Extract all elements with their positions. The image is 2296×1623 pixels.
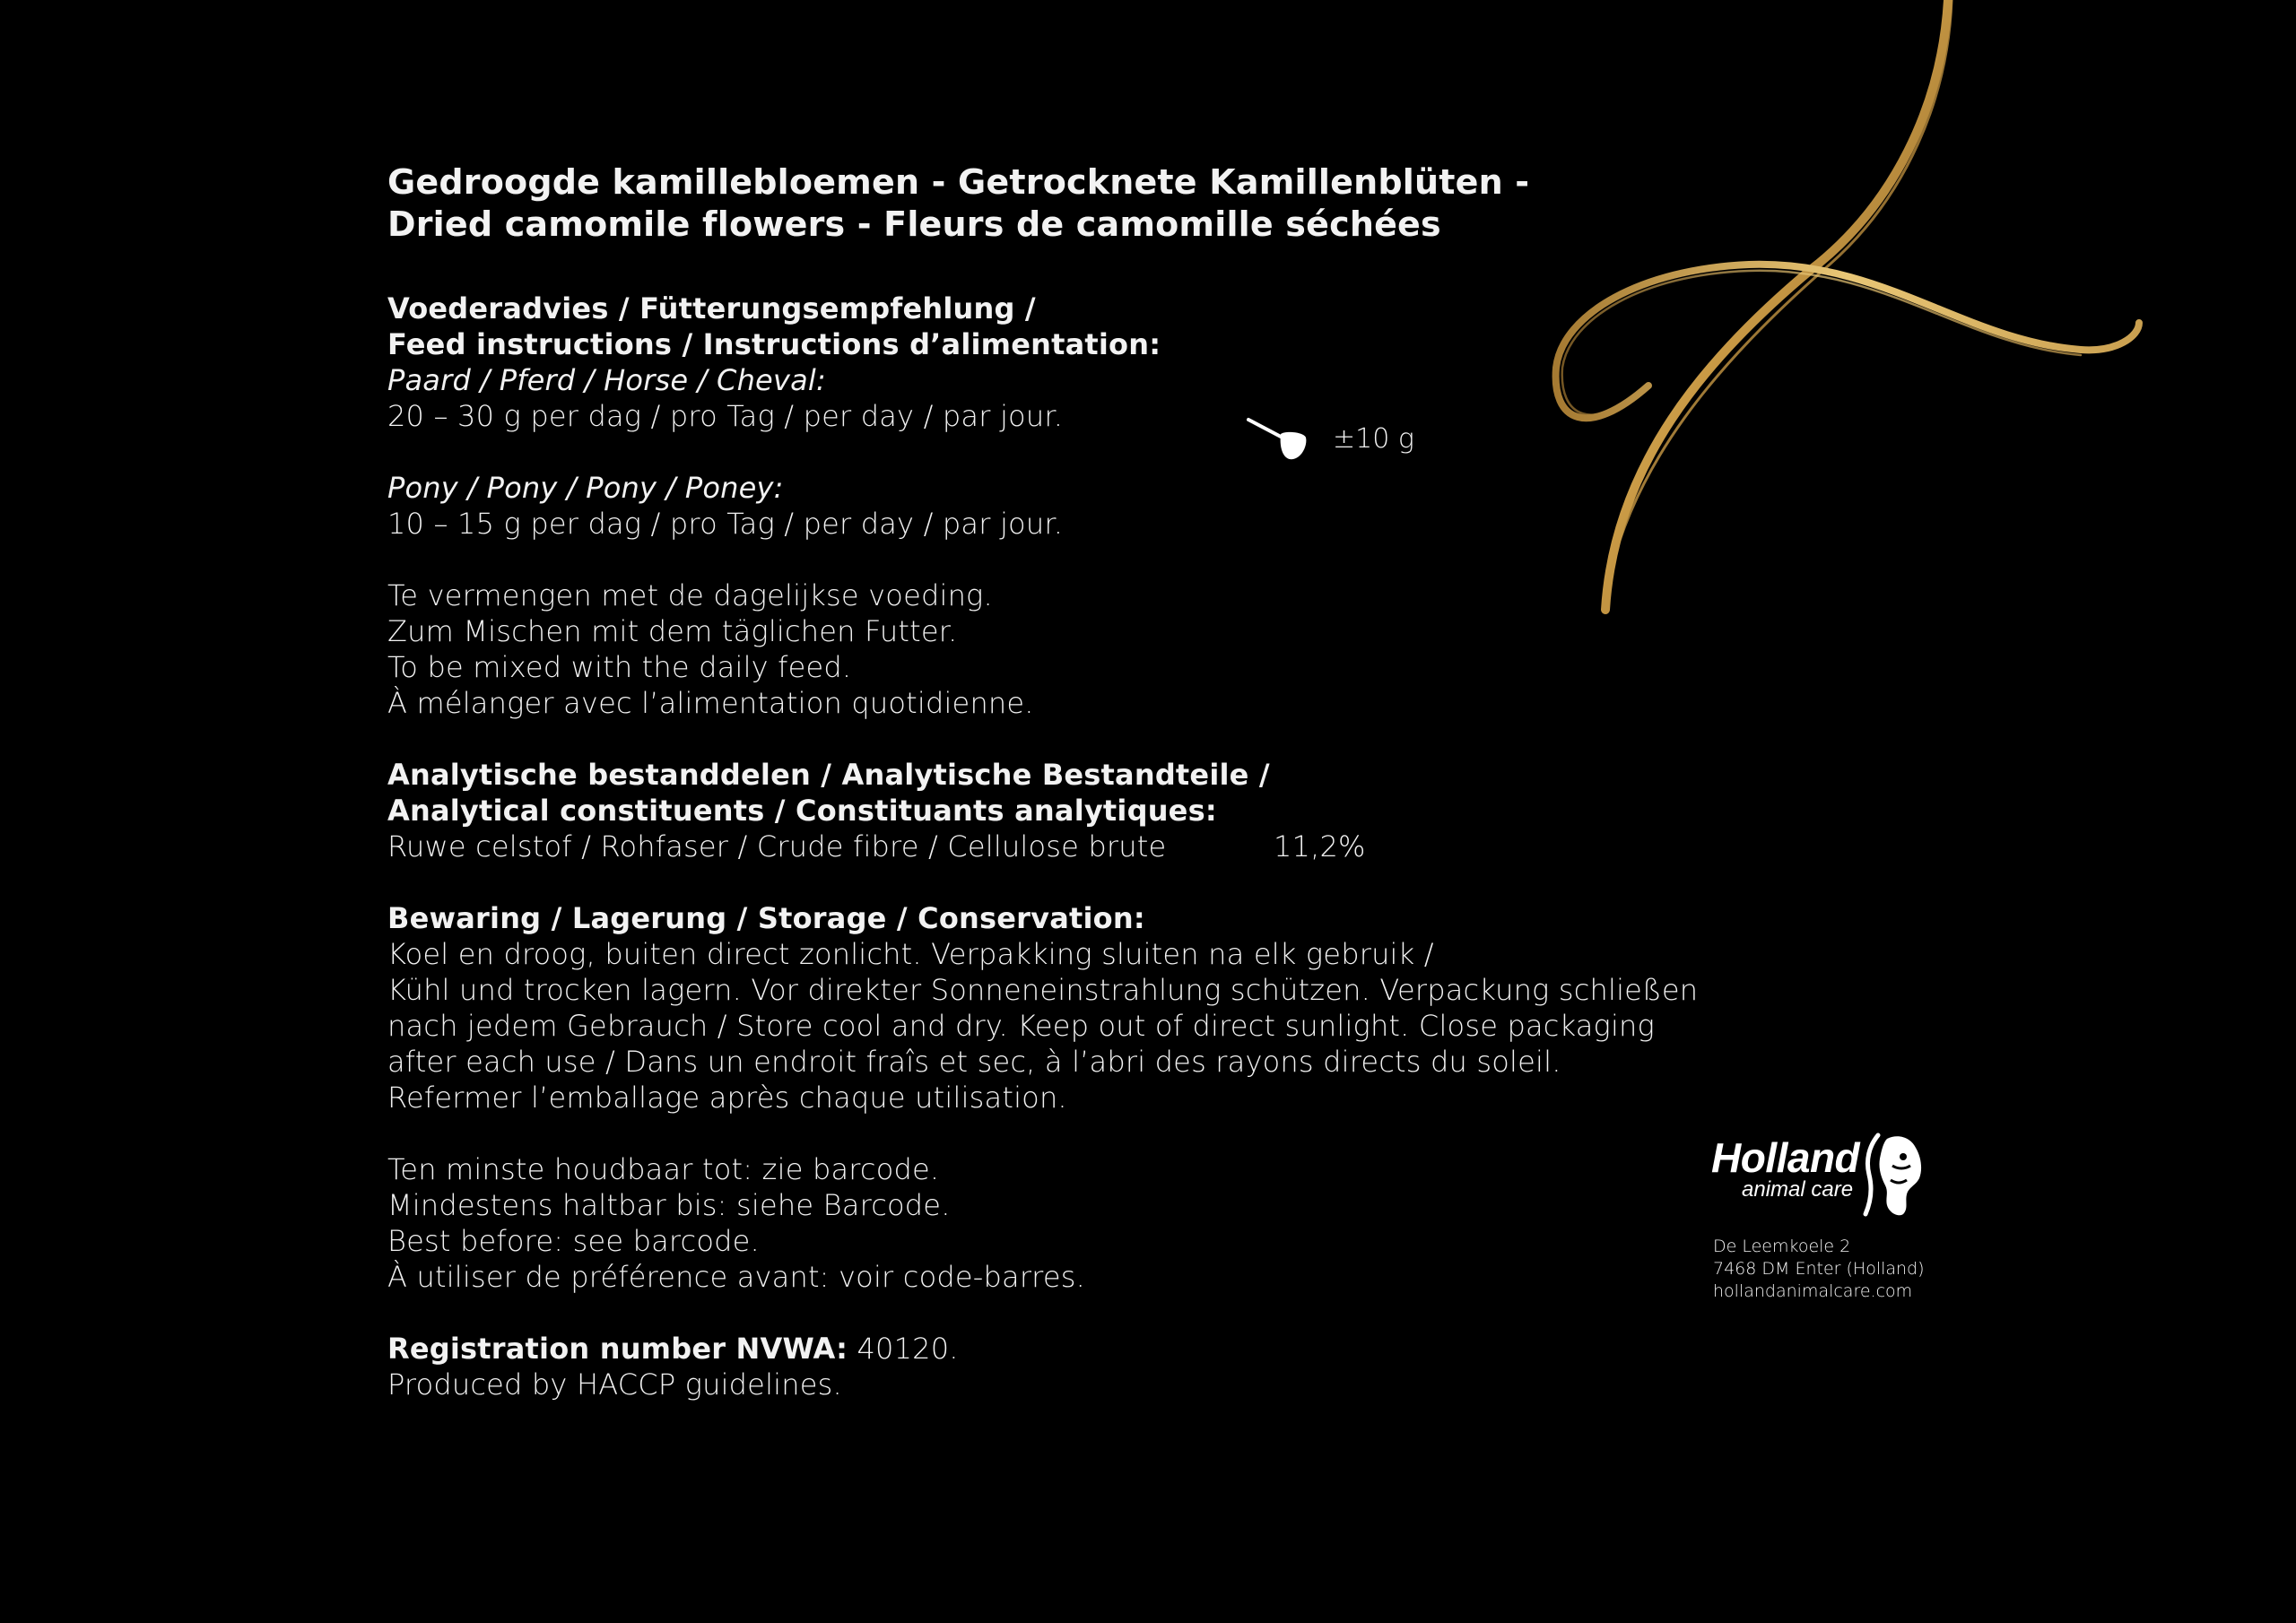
best-before-nl: Ten minste houdbaar tot: zie barcode. (387, 1152, 940, 1186)
storage-line-1: Koel en droog, buiten direct zonlicht. Verpakking sluiten na elk gebruik / (387, 937, 1434, 971)
brand-tagline: animal care (1742, 1177, 1854, 1202)
best-before (387, 1151, 1661, 1295)
registration-label: Registration number NVWA: (387, 1332, 848, 1366)
horse-amount: 20 – 30 g per dag / pro Tag / per day / par jour. (387, 399, 1064, 433)
feed-instructions (387, 291, 1661, 434)
mixing-de: Zum Mischen mit dem täglichen Futter. (387, 614, 958, 648)
storage-line-4: after each use / Dans un endroit fraîs et sec, à l’abri des rayons directs du soleil. (387, 1045, 1561, 1079)
storage-instructions (387, 900, 1699, 1115)
pony-label: Pony / Pony / Pony / Poney: (387, 471, 784, 505)
scoop-icon (1247, 414, 1311, 468)
mixing-instructions (387, 577, 1661, 721)
mixing-en: To be mixed with the daily feed. (387, 650, 852, 684)
analytical-heading-2: Analytical constituents / Constituants analytiques: (387, 794, 1217, 828)
brand-address (1713, 1236, 1925, 1303)
storage-line-2: Kühl und trocken lagern. Vor direkter Sonneneinstrahlung schützen. Verpackung schließen (387, 973, 1699, 1007)
storage-line-5: Refermer l’emballage après chaque utilisation. (387, 1081, 1067, 1115)
haccp-line: Produced by HACCP guidelines. (387, 1367, 842, 1402)
storage-line-3: nach jedem Gebrauch / Store cool and dry. Keep out of direct sunlight. Close packaging (387, 1009, 1655, 1043)
scoop-amount: ±10 g (1333, 423, 1414, 455)
registration-value: 40120. (848, 1332, 959, 1366)
feed-heading-1: Voederadvies / Fütterungsempfehlung / (387, 291, 1036, 325)
mixing-nl: Te vermengen met de dagelijkse voeding. (387, 578, 993, 612)
best-before-en: Best before: see barcode. (387, 1224, 760, 1258)
product-title (387, 161, 1661, 246)
product-text (387, 161, 1699, 1438)
best-before-fr: À utiliser de préférence avant: voir code-barres. (387, 1260, 1085, 1294)
feed-heading-2: Feed instructions / Instructions d’alimentation: (387, 327, 1161, 361)
crude-fibre-label: Ruwe celstof / Rohfaser / Crude fibre / Cellulose brute (387, 829, 1167, 864)
address-street: De Leemkoele 2 (1713, 1237, 1851, 1256)
best-before-de: Mindestens haltbar bis: siehe Barcode. (387, 1188, 951, 1222)
analytical-constituents (387, 757, 1661, 864)
title-line-1: Gedroogde kamillebloemen - Getrocknete Kamillenblüten - (387, 162, 1530, 202)
address-website: hollandanimalcare.com (1713, 1281, 1913, 1301)
analytical-heading-1: Analytische bestanddelen / Analytische Bestandteile / (387, 758, 1270, 792)
pony-instructions (387, 470, 1661, 542)
brand-logo (1711, 1134, 1926, 1202)
brand-name: Holland (1711, 1134, 1860, 1181)
mixing-fr: À mélanger avec l’alimentation quotidienne. (387, 686, 1034, 720)
crude-fibre-row (387, 829, 1661, 864)
horse-head-icon (1862, 1130, 1926, 1219)
registration (387, 1331, 1661, 1402)
storage-heading: Bewaring / Lagerung / Storage / Conservation: (387, 901, 1145, 935)
horse-label: Paard / Pferd / Horse / Cheval: (387, 363, 826, 397)
title-line-2: Dried camomile flowers - Fleurs de camomille séchées (387, 204, 1441, 244)
pony-amount: 10 – 15 g per dag / pro Tag / per day / par jour. (387, 507, 1064, 541)
address-city: 7468 DM Enter (Holland) (1713, 1259, 1925, 1279)
registration-line (387, 1331, 1661, 1367)
crude-fibre-value: 11,2% (1274, 829, 1366, 864)
